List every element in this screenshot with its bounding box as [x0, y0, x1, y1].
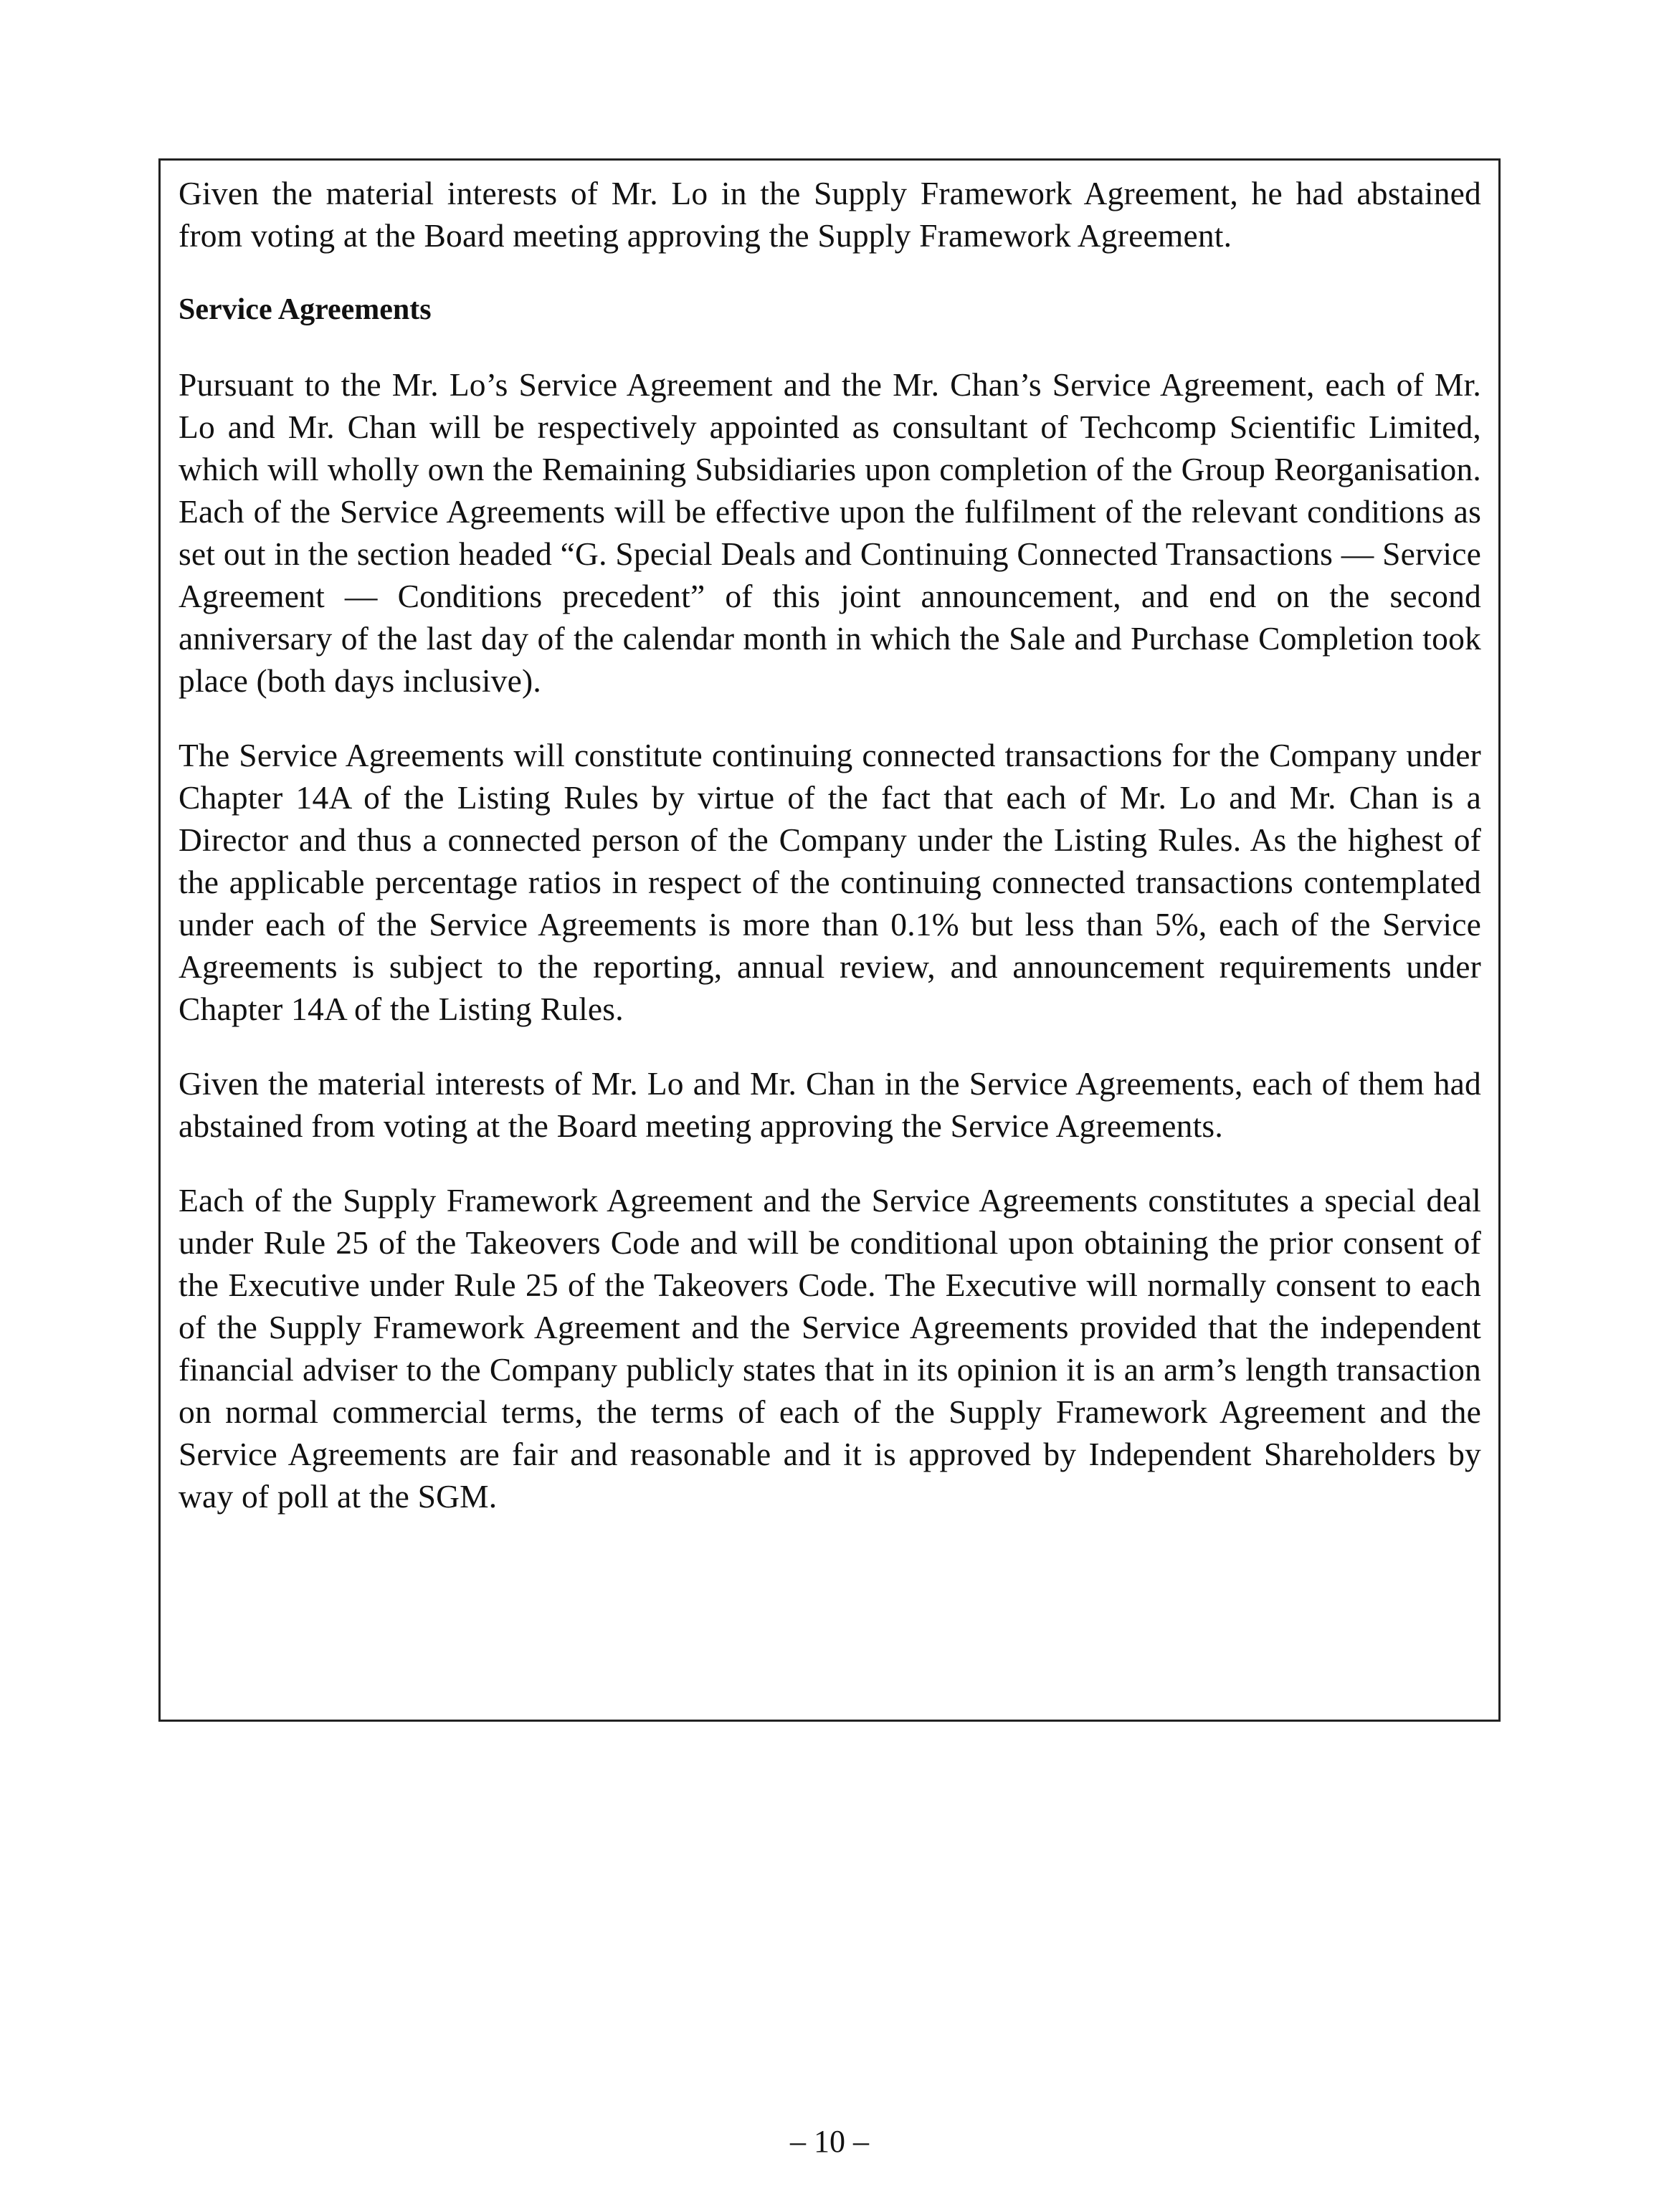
bordered-text-box — [158, 158, 1501, 1722]
paragraph-service-abstention: Given the material interests of Mr. Lo and Mr. Chan in the Service Agreements, each of them had abstained from voting at the Board meeting approving the Service Agreements. — [179, 1065, 1481, 1144]
section-heading-service-agreements: Service Agreements — [179, 293, 432, 326]
paragraph-special-deal-rule-25: Each of the Supply Framework Agreement and the Service Agreements constitutes a special deal under Rule 25 of the Takeovers Code and will be conditional upon obtaining the prior consent of the Executive under Rule 25 of the Takeovers Code. The Executive will normally consent to each of the Supply Framework Agreement and the Service Agreements provided that the independent financial adviser to the Company publicly states that in its opinion it is an arm’s length transaction on normal commercial terms, the terms of each of the Supply Framework Agreement and the Service Agreements are fair and reasonable and it is approved by Independent Shareholders by way of poll at the SGM. — [179, 1182, 1481, 1515]
paragraph-supply-abstention: Given the material interests of Mr. Lo in the Supply Framework Agreement, he had abstained from voting at the Board meeting approving the Supply Framework Agreement. — [179, 175, 1481, 254]
paragraph-service-agreements-appointment: Pursuant to the Mr. Lo’s Service Agreement and the Mr. Chan’s Service Agreement, each of Mr. Lo and Mr. Chan will be respectively appointed as consultant of Techcomp Scientific Limited, which will wholly own the Remaining Subsidiaries upon completion of the Group Reorganisation. Each of the Service Agreements will be effective upon the fulfilment of the relevant conditions as set out in the section headed “G. Special Deals and Continuing Connected Transactions — Service Agreement — Conditions precedent” of this joint announcement, and end on the second anniversary of the last day of the calendar month in which the Sale and Purchase Completion took place (both days inclusive). — [179, 366, 1481, 699]
page-number: – 10 – — [790, 2124, 869, 2159]
paragraph-continuing-connected-transactions: The Service Agreements will constitute continuing connected transactions for the Company under Chapter 14A of the Listing Rules by virtue of the fact that each of Mr. Lo and Mr. Chan is a Director and thus a connected person of the Company under the Listing Rules. As the highest of the applicable percentage ratios in respect of the continuing connected transactions contemplated under each of the Service Agreements is more than 0.1% but less than 5%, each of the Service Agreements is subject to the reporting, annual review, and announcement requirements under Chapter 14A of the Listing Rules. — [179, 737, 1481, 1027]
